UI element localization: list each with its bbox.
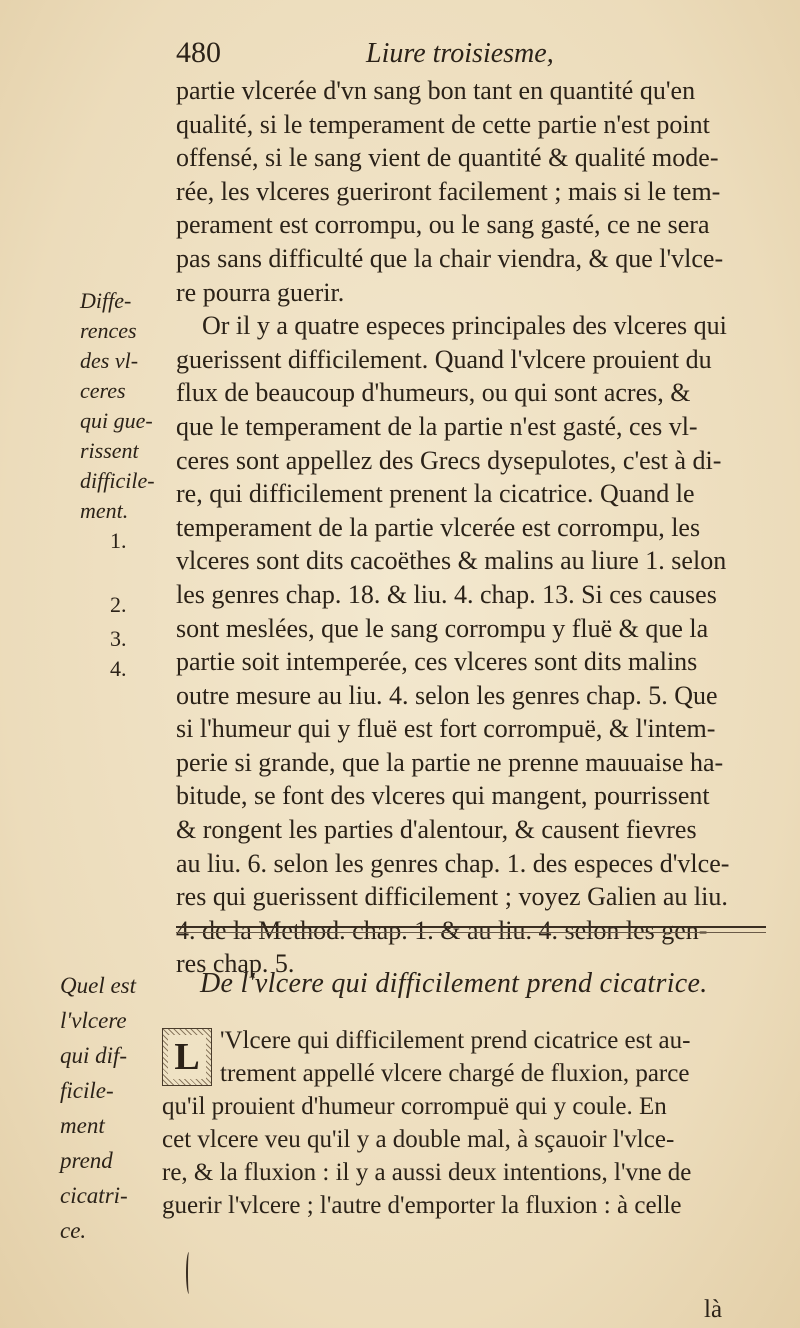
running-head: Liure troisiesme,	[366, 38, 554, 69]
drop-cap-ornament	[162, 1028, 212, 1086]
margin-number: 4.	[110, 656, 127, 681]
margin-number: 3.	[110, 626, 127, 651]
text-line: perie si grande, que la partie ne prenne mauuaise ha-	[176, 747, 724, 777]
text-line: re, & la fluxion : il y a aussi deux intentions, l'vne de	[162, 1159, 692, 1186]
text-line: Or il y a quatre especes principales des vlceres qui	[202, 311, 727, 341]
drop-cap-letter: L	[168, 1035, 205, 1079]
text-line: offensé, si le sang vient de quantité & qualité mode-	[176, 143, 719, 173]
margin-number: 1.	[110, 528, 127, 553]
text-line: qu'il prouient d'humeur corrompuë qui y coule. En	[162, 1093, 667, 1120]
text-line: qualité, si le temperament de cette partie n'est point	[176, 109, 710, 139]
text-line: vlceres sont dits cacoëthes & malins au liure 1. selon	[176, 546, 727, 576]
margin-note-line: ce.	[60, 1218, 87, 1243]
catchword: là	[704, 1296, 723, 1323]
text-line: perament est corrompu, ou le sang gasté, ce ne sera	[176, 210, 710, 240]
margin-note-line: qui dif-	[60, 1043, 128, 1068]
text-line: ceres sont appellez des Grecs dysepulotes, c'est à di-	[176, 445, 722, 475]
text-line: au liu. 6. selon les genres chap. 1. des especes d'vlce-	[176, 848, 730, 878]
text-line: guerir l'vlcere ; l'autre d'emporter la fluxion : à celle	[162, 1192, 682, 1219]
section-text	[162, 1024, 767, 1222]
margin-note-line: des vl-	[80, 348, 139, 373]
text-line: outre mesure au liu. 4. selon les genres chap. 5. Que	[176, 680, 718, 710]
text-line: res chap. 5.	[176, 949, 295, 979]
section-divider	[176, 926, 766, 928]
text-line: rée, les vlceres gueriront facilement ; mais si le tem-	[176, 176, 721, 206]
section-divider-thin	[176, 932, 766, 933]
margin-note-line: ment.	[80, 498, 129, 523]
text-line: trement appellé vlcere chargé de fluxion, parce	[220, 1060, 690, 1087]
page-number: 480	[176, 36, 221, 69]
text-line: cet vlcere veu qu'il y a double mal, à sçauoir l'vlce-	[162, 1126, 675, 1153]
margin-number: 2.	[110, 592, 127, 617]
margin-note-line: rences	[80, 318, 137, 343]
margin-note-line: difficile-	[80, 468, 155, 493]
margin-note-differences	[80, 286, 170, 526]
margin-note-section	[60, 968, 155, 1248]
text-line: res qui guerissent difficilement ; voyez Galien au liu.	[176, 882, 728, 912]
text-line: guerissent difficilement. Quand l'vlcere prouient du	[176, 344, 712, 374]
main-text	[176, 74, 766, 981]
page-header	[176, 32, 766, 74]
text-line: si l'humeur qui y fluë est fort corrompuë, & l'intem-	[176, 714, 716, 744]
margin-note-line: Quel est	[60, 973, 137, 998]
margin-note-line: ceres	[80, 378, 126, 403]
text-line: flux de beaucoup d'humeurs, ou qui sont acres, &	[176, 378, 691, 408]
text-line: que le temperament de la partie n'est gasté, ces vl-	[176, 411, 698, 441]
text-line: sont meslées, que le sang corrompu y fluë & que la	[176, 613, 709, 643]
text-line: bitude, se font des vlceres qui mangent, pourrissent	[176, 781, 710, 811]
text-line: re, qui difficilement prenent la cicatrice. Quand le	[176, 479, 695, 509]
text-line: partie soit intemperée, ces vlceres sont dits malins	[176, 647, 698, 677]
margin-note-line: l'vlcere	[60, 1008, 127, 1033]
text-line: temperament de la partie vlcerée est corrompu, les	[176, 512, 701, 542]
text-line: les genres chap. 18. & liu. 4. chap. 13. Si ces causes	[176, 579, 717, 609]
margin-note-line: ficile-	[60, 1078, 114, 1103]
margin-note-line: cicatri-	[60, 1183, 128, 1208]
section-title: De l'vlcere qui difficilement prend cicatrice.	[200, 968, 708, 999]
text-line: pas sans difficulté que la chair viendra, & que l'vlce-	[176, 243, 724, 273]
text-line: 4. de la Method. chap. 1. & au liu. 4. selon les gen-	[176, 915, 708, 945]
margin-note-line: qui gue-	[80, 408, 153, 433]
margin-note-line: Diffe-	[80, 288, 132, 313]
margin-note-line: prend	[60, 1148, 113, 1173]
margin-note-line: ment	[60, 1113, 105, 1138]
margin-note-line: rissent	[80, 438, 139, 463]
text-line: partie vlcerée d'vn sang bon tant en quantité qu'en	[176, 76, 696, 105]
text-line: 'Vlcere qui difficilement prend cicatrice est au-	[220, 1027, 691, 1054]
text-line: re pourra guerir.	[176, 277, 345, 307]
ink-mark	[186, 1252, 192, 1294]
text-line: & rongent les parties d'alentour, & causent fievres	[176, 815, 697, 845]
